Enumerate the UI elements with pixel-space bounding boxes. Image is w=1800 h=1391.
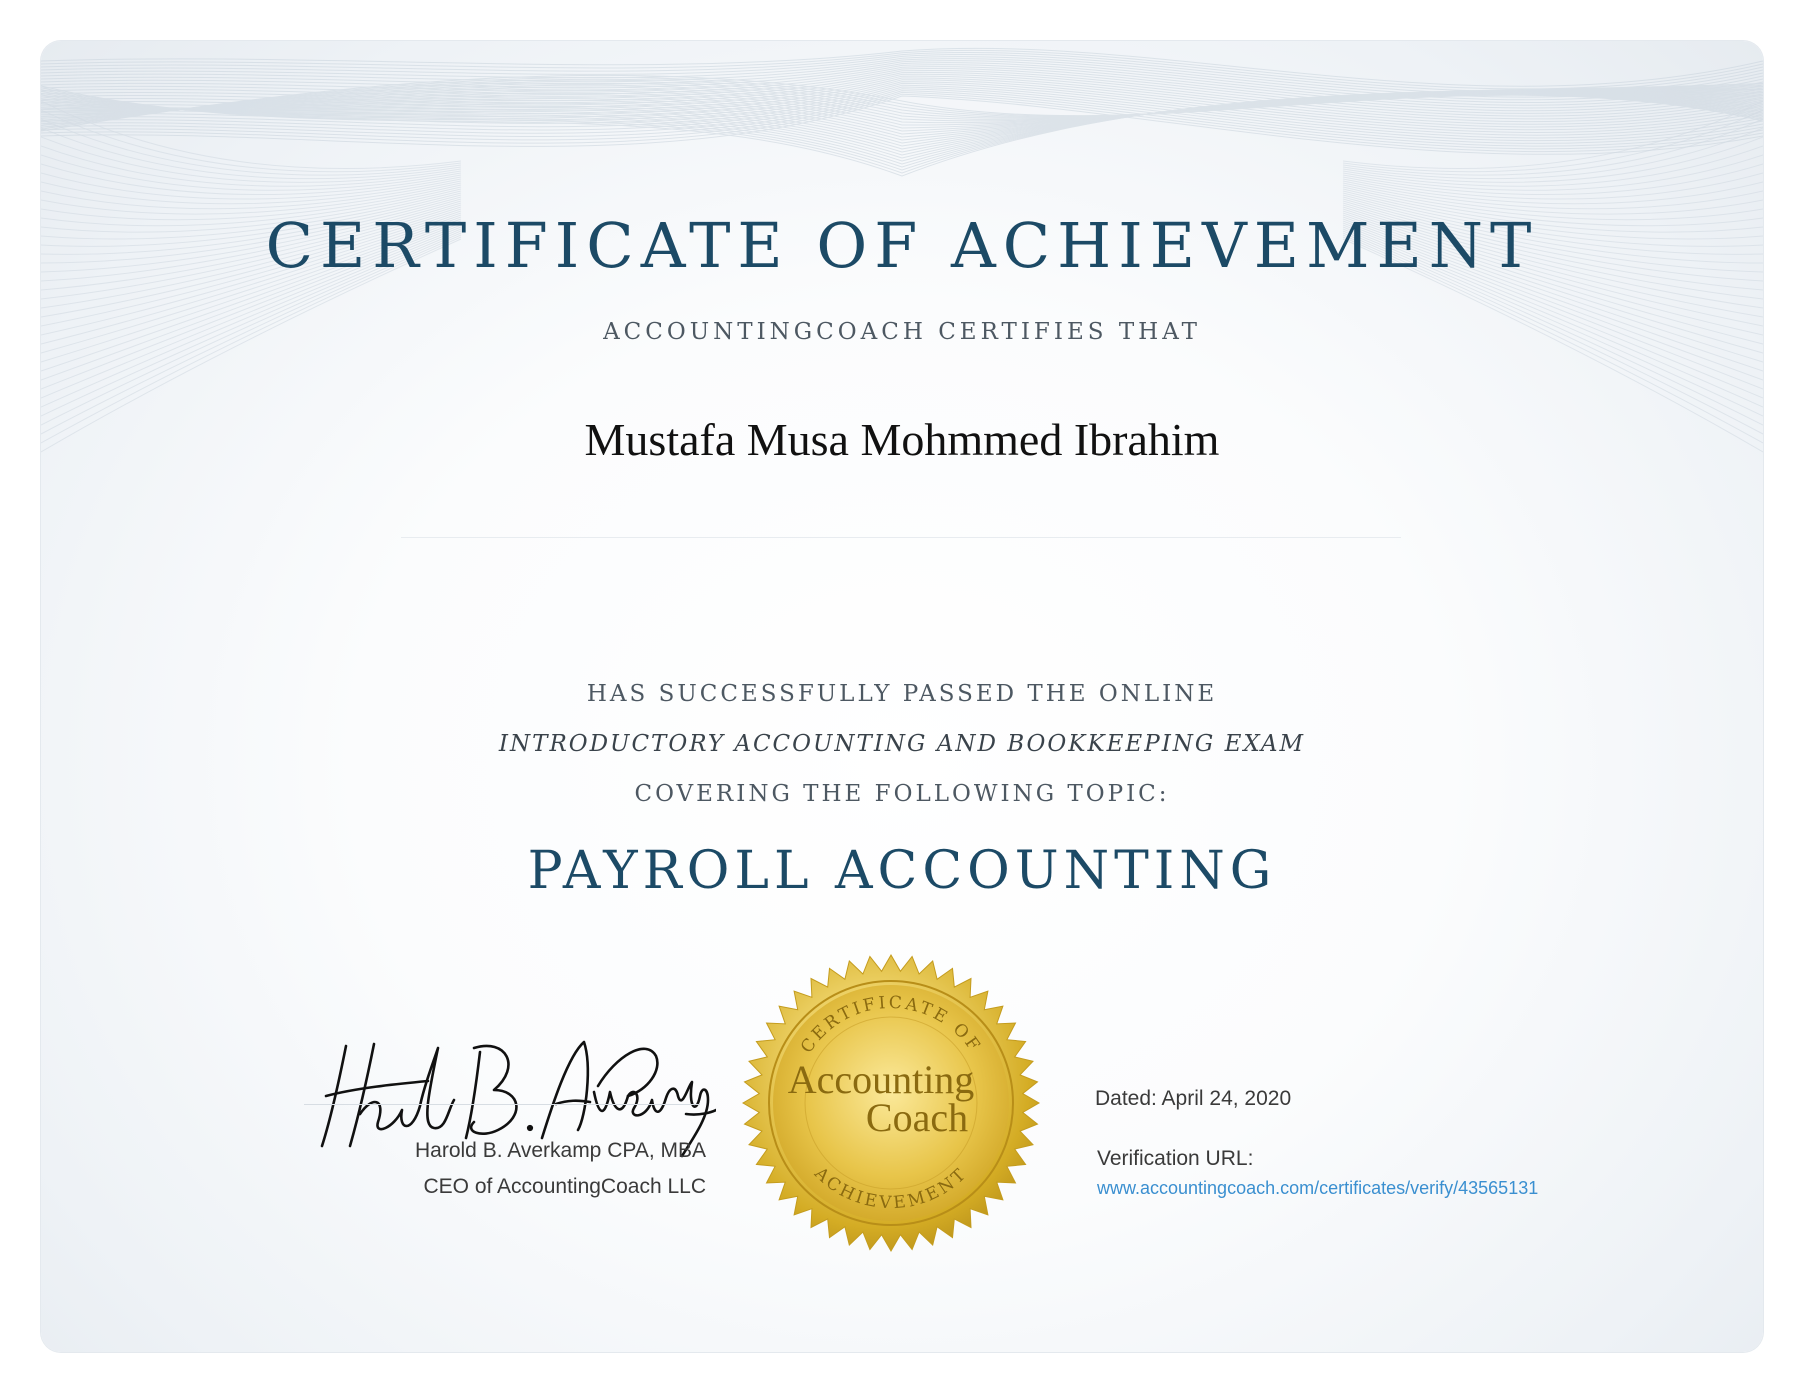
seal-brand-line-2: Coach — [865, 1095, 969, 1140]
certificate-card — [41, 41, 1763, 1352]
signature-line — [304, 1104, 700, 1105]
signer-title: CEO of AccountingCoach LLC — [423, 1175, 706, 1198]
certificate-title: CERTIFICATE OF ACHIEVEMENT — [265, 209, 1539, 282]
topic-title: PAYROLL ACCOUNTING — [527, 841, 1277, 901]
seal-brand-line-1: Accounting — [787, 1057, 975, 1102]
seal-bottom-text: ACHIEVEMENT — [810, 1163, 972, 1214]
seal-top-text: CERTIFICATE OF — [796, 992, 986, 1058]
certifier-line: ACCOUNTINGCOACH CERTIFIES THAT — [603, 319, 1201, 345]
divider — [401, 537, 1401, 538]
gold-seal — [741, 953, 1041, 1253]
recipient-name: Mustafa Musa Mohmmed Ibrahim — [584, 414, 1220, 465]
dated-text: Dated: April 24, 2020 — [1095, 1087, 1292, 1110]
exam-name: INTRODUCTORY ACCOUNTING AND BOOKKEEPING EXAM — [498, 731, 1306, 757]
covering-line: COVERING THE FOLLOWING TOPIC: — [634, 781, 1170, 807]
verification-label: Verification URL: — [1097, 1147, 1254, 1170]
verification-link[interactable]: www.accountingcoach.com/certificates/verify/43565131 — [1097, 1178, 1539, 1198]
signer-name: Harold B. Averkamp CPA, MBA — [415, 1139, 706, 1162]
passed-line: HAS SUCCESSFULLY PASSED THE ONLINE — [586, 681, 1218, 707]
